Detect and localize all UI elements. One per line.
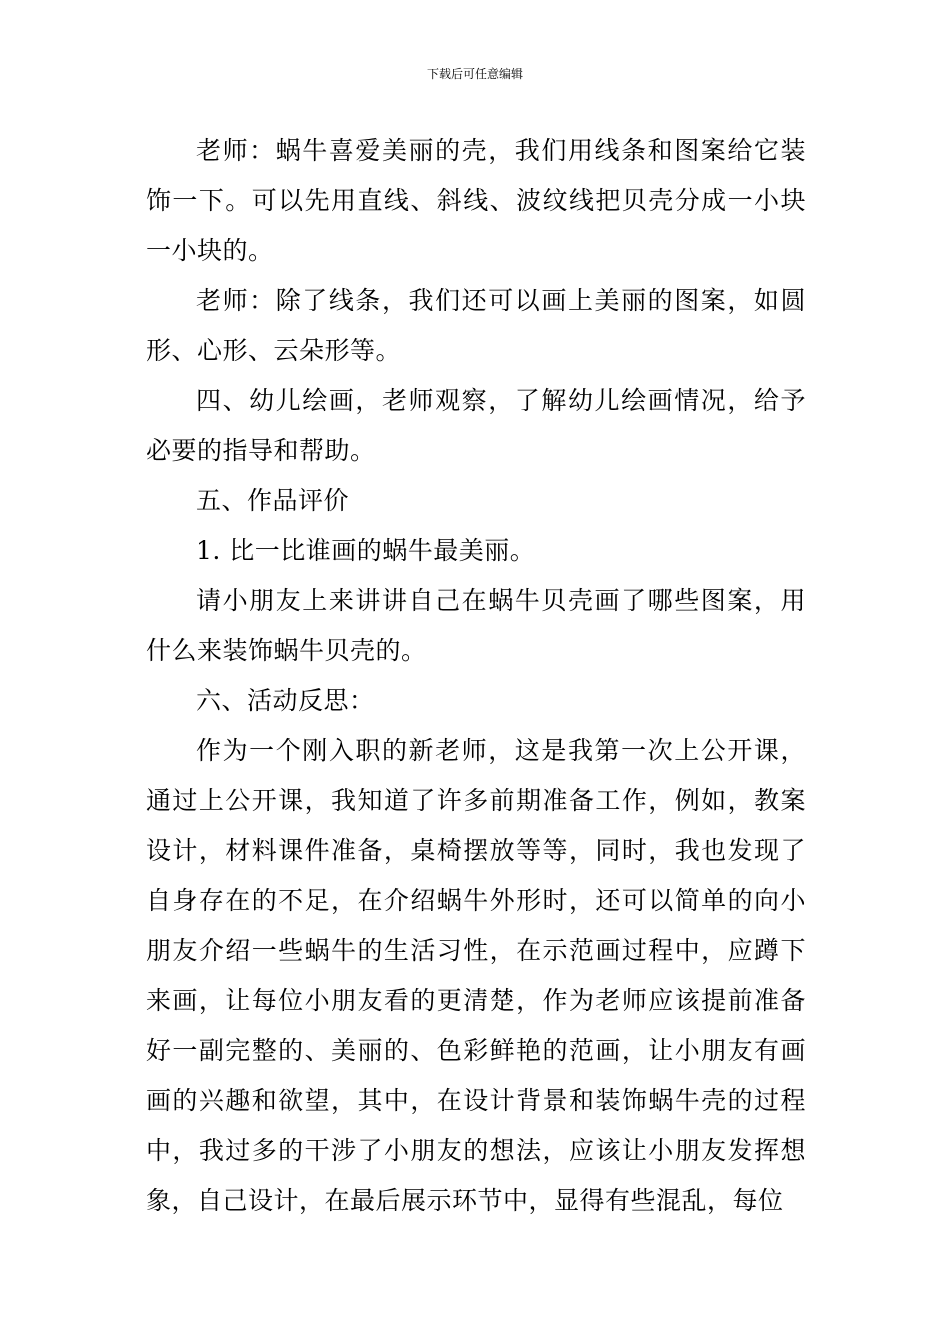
section-heading-reflection: 六、活动反思： bbox=[196, 686, 375, 715]
paragraph-share: 请小朋友上来讲讲自己在蜗牛贝壳画了哪些图案，用什么来装饰蜗牛贝壳的。 bbox=[146, 586, 806, 665]
paragraph-decorate-shell: 老师：蜗牛喜爱美丽的壳，我们用线条和图案给它装饰一下。可以先用直线、斜线、波纹线把贝壳分成一小块一小块的。 bbox=[146, 136, 806, 265]
paragraph-reflection: 作为一个刚入职的新老师，这是我第一次上公开课，通过上公开课，我知道了许多前期准备工作，例如，教案设计，材料课件准备，桌椅摆放等等，同时，我也发现了自身存在的不足，在介绍蜗牛外形时，还可以简单的向小朋友介绍一些蜗牛的生活习性，在示范画过程中，应蹲下来画，让每位小朋友看的更清楚，作为老师应该提前准备好一副完整的、美丽的、色彩鲜艳的范画，让小朋友有画画的兴趣和欲望，其中，在设计背景和装饰蜗牛壳的过程中，我过多的干涉了小朋友的想法，应该让小朋友发挥想象，自己设计，在最后展示环节中，显得有些混乱，每位 bbox=[146, 736, 806, 1215]
document-body bbox=[146, 126, 806, 1226]
list-item-compare: 1. 比一比谁画的蜗牛最美丽。 bbox=[196, 536, 536, 565]
paragraph-patterns: 老师：除了线条，我们还可以画上美丽的图案，如圆形、心形、云朵形等。 bbox=[146, 286, 806, 365]
paragraph-children-drawing: 四、幼儿绘画，老师观察，了解幼儿绘画情况，给予必要的指导和帮助。 bbox=[146, 386, 806, 465]
section-heading-evaluation: 五、作品评价 bbox=[196, 486, 350, 515]
page-header: 下载后可任意编辑 bbox=[426, 67, 523, 81]
